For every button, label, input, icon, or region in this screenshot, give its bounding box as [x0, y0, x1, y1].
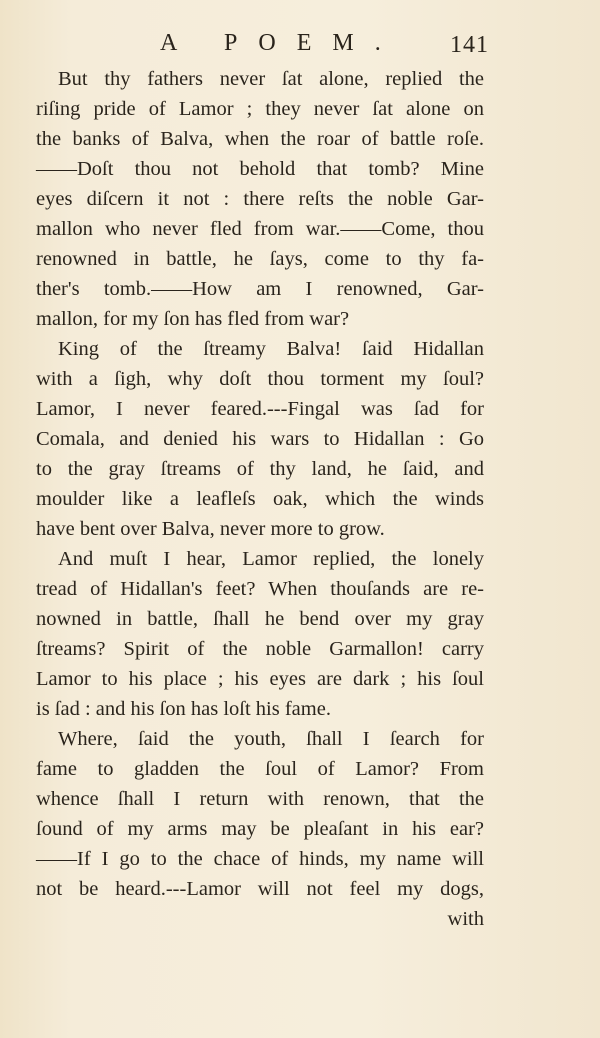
- text-line: mallon who never fled from war.——Come, thou: [36, 218, 484, 240]
- text-line: to the gray ſtreams of thy land, he ſaid, and: [36, 458, 484, 480]
- text-line: tread of Hidallan's feet? When thouſands are re-: [36, 578, 484, 600]
- text-line: ——Doſt thou not behold that tomb? Mine: [36, 158, 484, 180]
- text-line: moulder like a leafleſs oak, which the winds: [36, 488, 484, 510]
- running-title: A POEM.: [160, 30, 402, 56]
- text-line: with a ſigh, why doſt thou torment my ſoul?: [36, 368, 484, 390]
- text-line: Comala, and denied his wars to Hidallan : Go: [36, 428, 484, 450]
- text-line: But thy fathers never ſat alone, replied the: [58, 68, 484, 90]
- catchword: with: [447, 908, 484, 930]
- text-line: ſound of my arms may be pleaſant in his ear?: [36, 818, 484, 840]
- text-line: King of the ſtreamy Balva! ſaid Hidallan: [58, 338, 484, 360]
- running-head: [0, 30, 600, 58]
- text-line: nowned in battle, ſhall he bend over my gray: [36, 608, 484, 630]
- page-number: 141: [450, 32, 489, 58]
- text-line: riſing pride of Lamor ; they never ſat alone on: [36, 98, 484, 120]
- text-line: eyes diſcern it not : there reſts the noble Gar-: [36, 188, 484, 210]
- body-text: [36, 64, 484, 934]
- text-line: not be heard.---Lamor will not feel my dogs,: [36, 878, 484, 900]
- text-line: mallon, for my ſon has fled from war?: [36, 308, 350, 330]
- text-line: ther's tomb.——How am I renowned, Gar-: [36, 278, 484, 300]
- text-line: is ſad : and his ſon has loſt his fame.: [36, 698, 331, 720]
- text-line: renowned in battle, he ſays, come to thy fa-: [36, 248, 484, 270]
- text-line: ſtreams? Spirit of the noble Garmallon! carry: [36, 638, 484, 660]
- text-line: have bent over Balva, never more to grow.: [36, 518, 385, 540]
- text-line: Lamor, I never feared.---Fingal was ſad for: [36, 398, 484, 420]
- text-line: And muſt I hear, Lamor replied, the lonely: [58, 548, 484, 570]
- text-line: fame to gladden the ſoul of Lamor? From: [36, 758, 484, 780]
- text-line: the banks of Balva, when the roar of battle roſe.: [36, 128, 484, 150]
- text-line: Where, ſaid the youth, ſhall I ſearch for: [58, 728, 484, 750]
- text-line: ——If I go to the chace of hinds, my name will: [36, 848, 484, 870]
- text-line: whence ſhall I return with renown, that the: [36, 788, 484, 810]
- text-line: Lamor to his place ; his eyes are dark ; his ſoul: [36, 668, 484, 690]
